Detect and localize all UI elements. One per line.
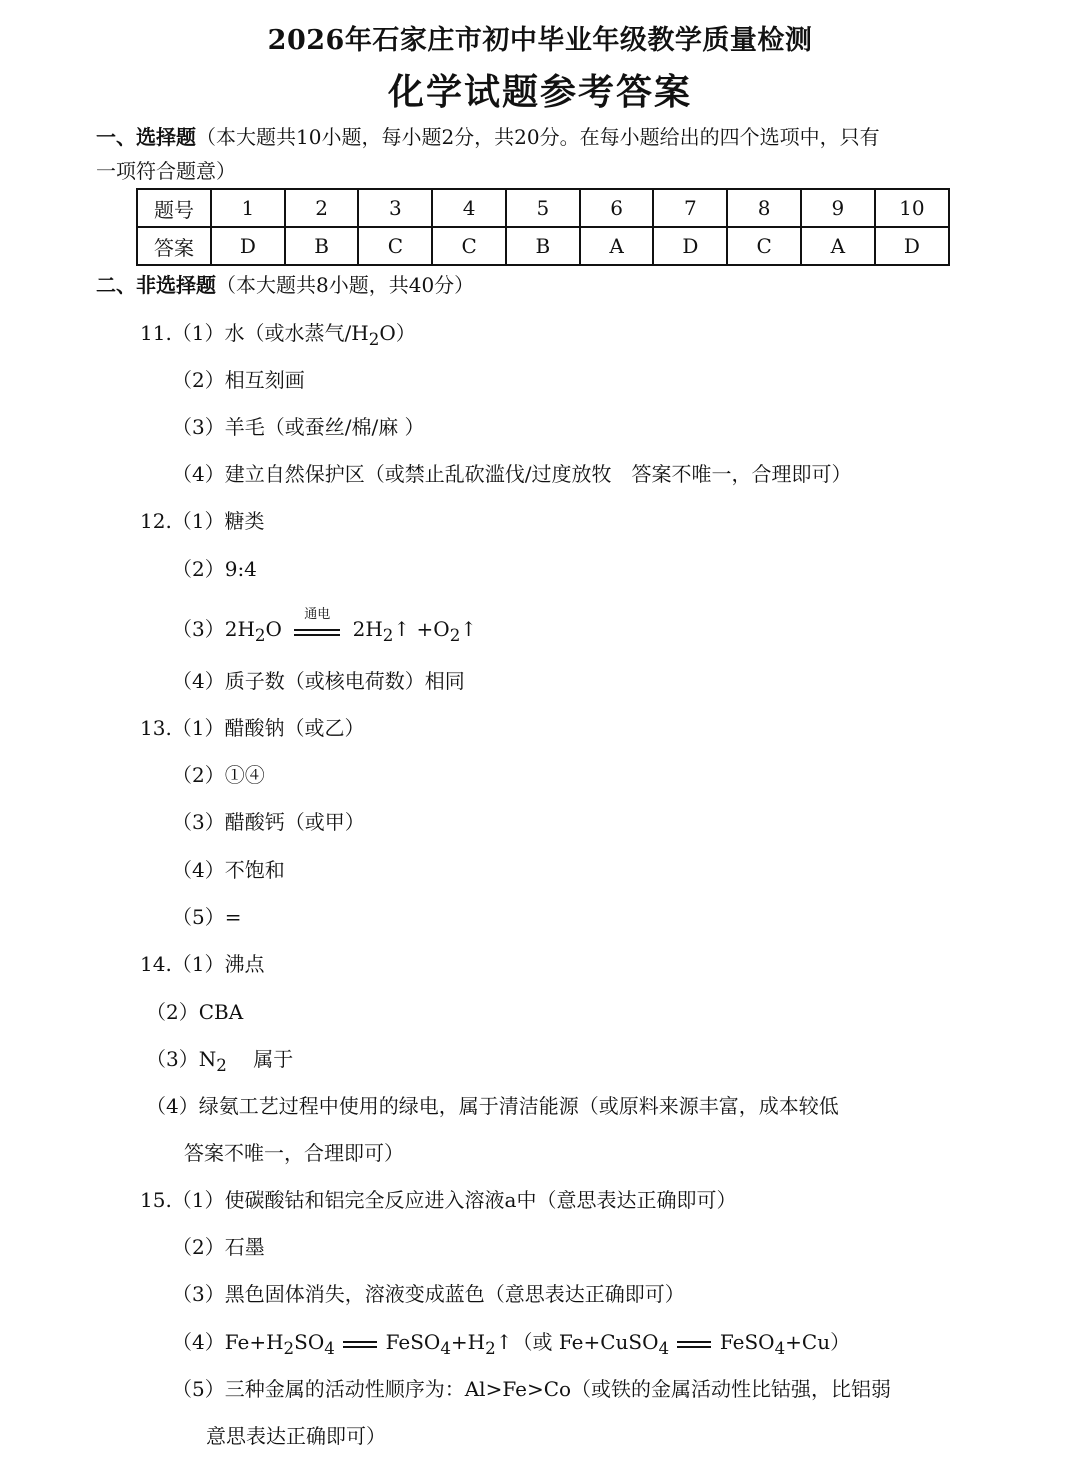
q12-part1: 12.（1）糖类 (140, 509, 265, 533)
q11-part4: （4）建立自然保护区（或禁止乱砍滥伐/过度放牧 答案不唯一，合理即可） (172, 462, 852, 486)
answer-row (137, 227, 949, 265)
q12-part2: （2）9:4 (172, 557, 257, 581)
section1-header (96, 120, 996, 188)
reaction-condition-arrow (294, 606, 340, 642)
q14-part4-cont: 答案不唯一，合理即可） (184, 1141, 404, 1165)
section1-heading: 一、选择题 (96, 125, 196, 149)
question-number: 3 (358, 189, 432, 227)
section2-description: （本大题共8小题，共40分） (216, 273, 475, 297)
question-number: 1 (211, 189, 285, 227)
q15-part2: （2）石墨 (172, 1235, 265, 1259)
q12-part4: （4）质子数（或核电荷数）相同 (172, 669, 465, 693)
multiple-choice-answer-table (136, 188, 950, 266)
answer-cell: D (211, 227, 285, 265)
question-number: 8 (727, 189, 801, 227)
equals-sign (343, 1337, 377, 1351)
answer-cell: D (653, 227, 727, 265)
q13-part2: （2）①④ (172, 763, 265, 787)
q11-part3: （3）羊毛（或蚕丝/棉/麻 ） (172, 415, 425, 439)
question-number: 10 (875, 189, 949, 227)
answer-cell: A (580, 227, 654, 265)
q13-part3: （3）醋酸钙（或甲） (172, 810, 365, 834)
question-row-label: 题号 (137, 189, 211, 227)
question-number: 9 (801, 189, 875, 227)
q15-part1: 15.（1）使碳酸钴和铝完全反应进入溶液a中（意思表达正确即可） (140, 1188, 737, 1212)
q15-part5-cont: 意思表达正确即可） (206, 1424, 386, 1448)
equals-sign (677, 1337, 711, 1351)
answer-cell: B (506, 227, 580, 265)
q14-part1: 14.（1）沸点 (140, 952, 265, 976)
answer-cell: C (727, 227, 801, 265)
q11-part1: 11.（1）水（或水蒸气$/H_2O$） (140, 321, 416, 349)
answer-cell: C (432, 227, 506, 265)
question-number: 6 (580, 189, 654, 227)
question-number: 2 (285, 189, 359, 227)
q14-part4: （4）绿氨工艺过程中使用的绿电，属于清洁能源（或原料来源丰富，成本较低 (146, 1094, 839, 1118)
answer-cell: D (875, 227, 949, 265)
q15-part3: （3）黑色固体消失，溶液变成蓝色（意思表达正确即可） (172, 1282, 685, 1306)
answer-cell: C (358, 227, 432, 265)
q13-part5: （5）= (172, 905, 242, 929)
answer-cell: B (285, 227, 359, 265)
answer-cell: A (801, 227, 875, 265)
q15-part5: （5）三种金属的活动性顺序为：Al>Fe>Co（或铁的金属活动性比钴强，比铝弱 (172, 1377, 892, 1401)
section2-header (96, 268, 996, 302)
question-number-row (137, 189, 949, 227)
q14-part2: （2）CBA (146, 1000, 244, 1024)
answer-key-title: 化学试题参考答案 (387, 71, 692, 113)
q14-part3: $(3)N_2$ 属于 (146, 1047, 294, 1075)
q12-part3-equation: $(3)2H_2O$ 通电 $2H_2↑$ $+O_2↑$ (172, 606, 478, 645)
q11-part2: （2）相互刻画 (172, 368, 305, 392)
section1-description: （本大题共10小题，每小题2分，共20分。在每小题给出的四个选项中，只有 (196, 125, 880, 149)
q13-part1: 13.（1）醋酸钠（或乙） (140, 716, 365, 740)
reaction-condition: 通电 (304, 606, 331, 622)
section1-description-cont: 一项符合题意） (96, 159, 236, 183)
section2-heading: 二、非选择题 (96, 273, 216, 297)
q15-part4-equation: $(4)Fe+H_2SO_4$ $FeSO_4+H_2↑$（或 Fe+CuSO$_4$ FeSO$_4$+Cu） (172, 1330, 851, 1358)
question-number: 7 (653, 189, 727, 227)
q13-part4: （4）不饱和 (172, 858, 285, 882)
question-number: 5 (506, 189, 580, 227)
answer-row-label: 答案 (137, 227, 211, 265)
exam-title: 2026年石家庄市初中毕业年级教学质量检测 (267, 25, 813, 56)
question-number: 4 (432, 189, 506, 227)
